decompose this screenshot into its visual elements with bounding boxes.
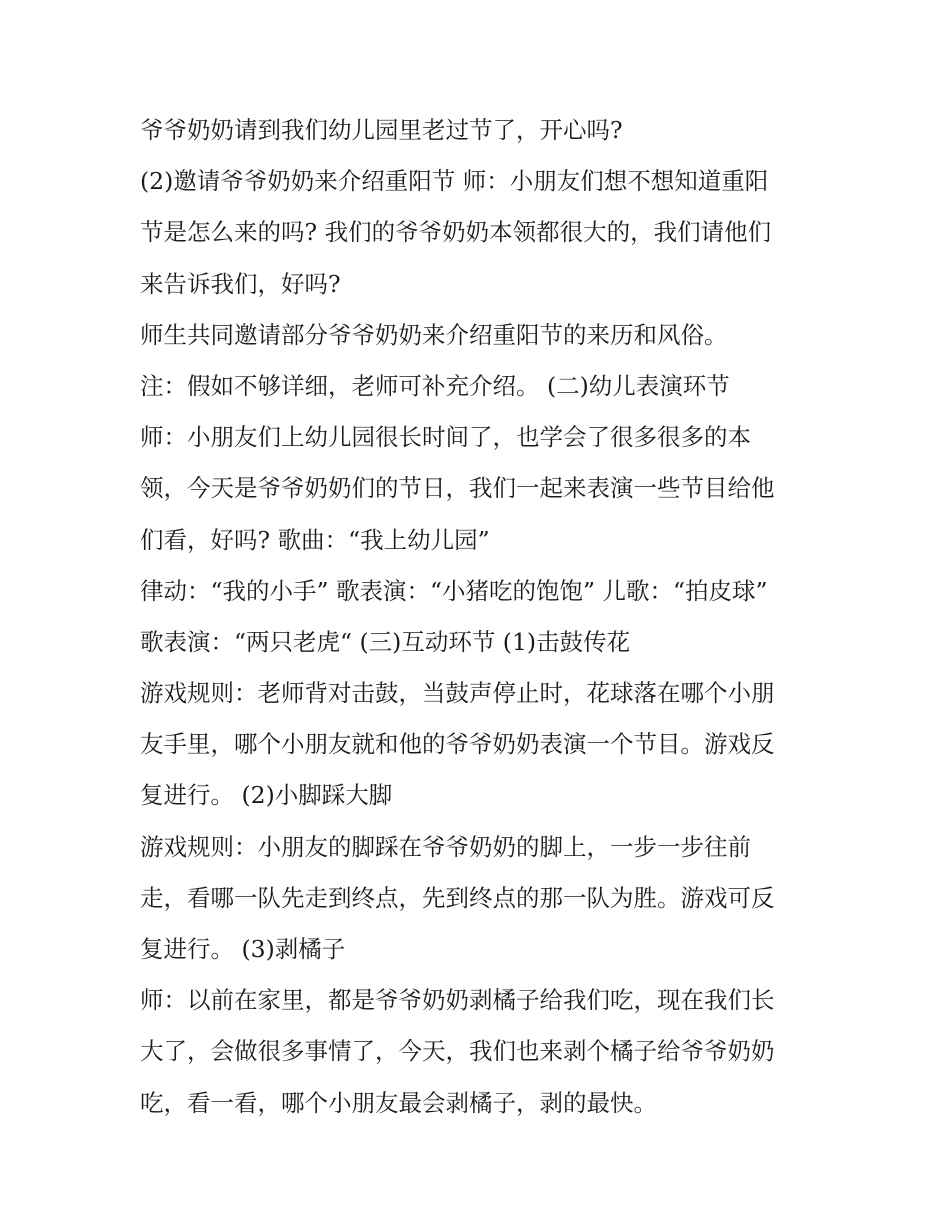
text-line-8: 领，今天是爷爷奶奶们的节日，我们一起来表演一些节目给他 — [140, 474, 775, 503]
text-line-13: 友手里，哪个小朋友就和他的爷爷奶奶表演一个节目。游戏反 — [140, 730, 775, 759]
text-line-5: 师生共同邀请部分爷爷奶奶来介绍重阳节的来历和风俗。 — [140, 320, 728, 349]
text-line-14: 复进行。 (2)小脚踩大脚 — [140, 781, 393, 810]
text-line-19: 大了，会做很多事情了，今天，我们也来剥个橘子给爷爷奶奶 — [140, 1037, 775, 1066]
text-line-3: 节是怎么来的吗? 我们的爷爷奶奶本领都很大的，我们请他们 — [140, 218, 772, 247]
text-line-11: 歌表演：“两只老虎“ (三)互动环节 (1)击鼓传花 — [140, 627, 631, 656]
text-line-16: 走，看哪一队先走到终点，先到终点的那一队为胜。游戏可反 — [140, 883, 775, 912]
text-line-1: 爷爷奶奶请到我们幼儿园里老过节了，开心吗? — [140, 116, 623, 144]
text-line-6: 注：假如不够详细，老师可补充介绍。 (二)幼儿表演环节 — [140, 371, 730, 400]
text-line-20: 吃，看一看，哪个小朋友最会剥橘子，剥的最快。 — [140, 1088, 657, 1117]
text-line-9: 们看，好吗? 歌曲：“我上幼儿园” — [140, 525, 490, 554]
text-line-7: 师：小朋友们上幼儿园很长时间了，也学会了很多很多的本 — [140, 423, 751, 452]
text-line-2: (2)邀请爷爷奶奶来介绍重阳节 师：小朋友们想不想知道重阳 — [140, 167, 769, 196]
text-line-15: 游戏规则：小朋友的脚踩在爷爷奶奶的脚上，一步一步往前 — [140, 832, 751, 861]
document-body — [140, 105, 830, 1129]
text-line-10: 律动：“我的小手” 歌表演：“小猪吃的饱饱” 儿歌：“拍皮球” — [140, 576, 768, 605]
text-line-12: 游戏规则：老师背对击鼓，当鼓声停止时，花球落在哪个小朋 — [140, 679, 775, 708]
text-line-17: 复进行。 (3)剥橘子 — [140, 935, 346, 963]
text-line-4: 来告诉我们，好吗? — [140, 269, 341, 298]
text-line-18: 师：以前在家里，都是爷爷奶奶剥橘子给我们吃，现在我们长 — [140, 986, 775, 1015]
